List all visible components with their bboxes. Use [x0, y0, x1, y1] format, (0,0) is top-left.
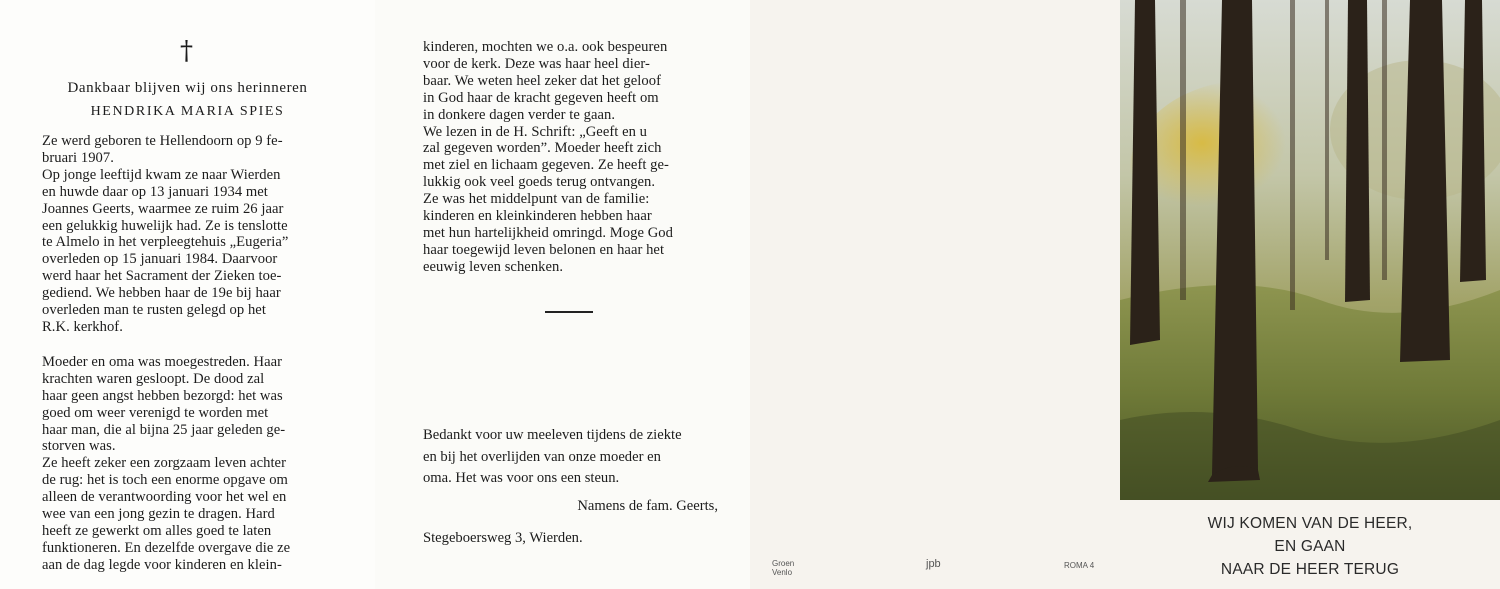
text-line: met ziel en lichaam gegeven. Ze heeft ge- [423, 157, 669, 174]
text-line: haar toegewijd leven belonen en haar het [423, 241, 665, 258]
text-line: heeft ze gewerkt om alles goed te laten [42, 522, 272, 539]
text-line: Moeder en oma was moegestreden. Haar [42, 353, 283, 370]
cover-caption [1120, 512, 1500, 581]
paragraph-gap [42, 336, 337, 354]
printer-city: Venlo [772, 568, 793, 577]
text-line: kinderen en kleinkinderen hebben haar [423, 208, 652, 225]
publisher-code: jpb [926, 558, 941, 570]
text-line: een gelukkig huwelijk had. Ze is tenslotte [42, 217, 288, 234]
text-line: te Almelo in het verpleegtehuis „Eugeria” [42, 234, 289, 251]
middle-panel [375, 0, 750, 589]
left-panel [0, 0, 375, 589]
text-line: krachten waren gesloopt. De dood zal [42, 370, 265, 387]
divider-line [545, 311, 593, 313]
text-line: Op jonge leeftijd kwam ze naar Wierden [42, 166, 281, 183]
family-address: Stegeboersweg 3, Wierden. [423, 530, 583, 546]
text-line: funktioneren. En dezelfde overgave die ze [42, 539, 291, 556]
continuation-text [423, 39, 717, 276]
text-line: haar man, die al bijna 25 jaar geleden ge- [42, 421, 286, 438]
thanks-text [423, 425, 717, 490]
text-line: zal gegeven worden”. Moeder heeft zich [423, 140, 662, 157]
cross-icon: † [180, 36, 193, 66]
text-line: Joannes Geerts, waarmee ze ruim 26 jaar [42, 200, 284, 217]
intro-line: Dankbaar blijven wij ons herinneren [67, 80, 308, 96]
deceased-name: HENDRIKA MARIA SPIES [90, 104, 285, 119]
text-line: Ze werd geboren te Hellendoorn op 9 fe- [42, 133, 283, 149]
text-line: oma. Het was voor ons een steun. [423, 470, 620, 486]
paragraph-1 [42, 133, 337, 336]
caption-line: EN GAAN [1274, 538, 1346, 555]
caption-line: WIJ KOMEN VAN DE HEER, [1207, 515, 1413, 532]
text-line: goed om weer verenigd te worden met [42, 404, 269, 421]
forest-illustration [1120, 0, 1500, 500]
printer-mark [772, 559, 794, 577]
text-line: haar geen angst hebben bezorgd: het was [42, 387, 283, 404]
paragraph-2 [42, 354, 337, 574]
printer-name: Groen [772, 559, 795, 568]
text-line: alleen de verantwoording voor het wel en [42, 489, 287, 506]
text-line: overleden op 15 januari 1984. Daarvoor [42, 251, 278, 268]
text-line: met hun hartelijkheid omringd. Moge God [423, 224, 674, 241]
text-line: de rug: het is toch een enorme opgave om [42, 472, 288, 489]
text-line: Ze was het middelpunt van de familie: [423, 191, 650, 208]
cover-panel [750, 0, 1500, 589]
caption-line: NAAR DE HEER TERUG [1220, 561, 1400, 578]
text-line: en huwde daar op 13 januari 1934 met [42, 183, 268, 200]
text-line: Ze heeft zeker een zorgzaam leven achter [42, 455, 286, 472]
text-line: kinderen, mochten we o.a. ook bespeuren [423, 39, 668, 55]
series-code: ROMA 4 [1064, 561, 1095, 570]
text-line: overleden man te rusten gelegd op het [42, 302, 266, 319]
text-line: lukkig ook veel goeds terug ontvangen. [423, 174, 656, 191]
text-line: voor de kerk. Deze was haar heel dier- [423, 55, 650, 72]
text-line: Bedankt voor uw meeleven tijdens de ziekte [423, 427, 682, 443]
text-line: bruari 1907. [42, 149, 114, 166]
text-line: baar. We weten heel zeker dat het geloof [423, 72, 661, 89]
text-line: werd haar het Sacrament der Zieken toe- [42, 268, 282, 285]
text-line: We lezen in de H. Schrift: „Geeft en u [423, 123, 647, 140]
text-line: aan de dag legde voor kinderen en klein- [42, 556, 282, 573]
text-line: in God haar de kracht gegeven heeft om [423, 89, 659, 106]
text-line: storven was. [42, 438, 116, 455]
biography-text [42, 133, 337, 574]
forest-photo [1120, 0, 1500, 500]
text-line: wee van een jong gezin te dragen. Hard [42, 506, 275, 523]
family-signature: Namens de fam. Geerts, [577, 498, 718, 514]
text-line: en bij het overlijden van onze moeder en [423, 448, 661, 465]
text-line: in donkere dagen verder te gaan. [423, 106, 616, 123]
text-line: eeuwig leven schenken. [423, 258, 564, 275]
text-line: gediend. We hebben haar de 19e bij haar [42, 285, 281, 302]
text-line: R.K. kerkhof. [42, 318, 123, 335]
